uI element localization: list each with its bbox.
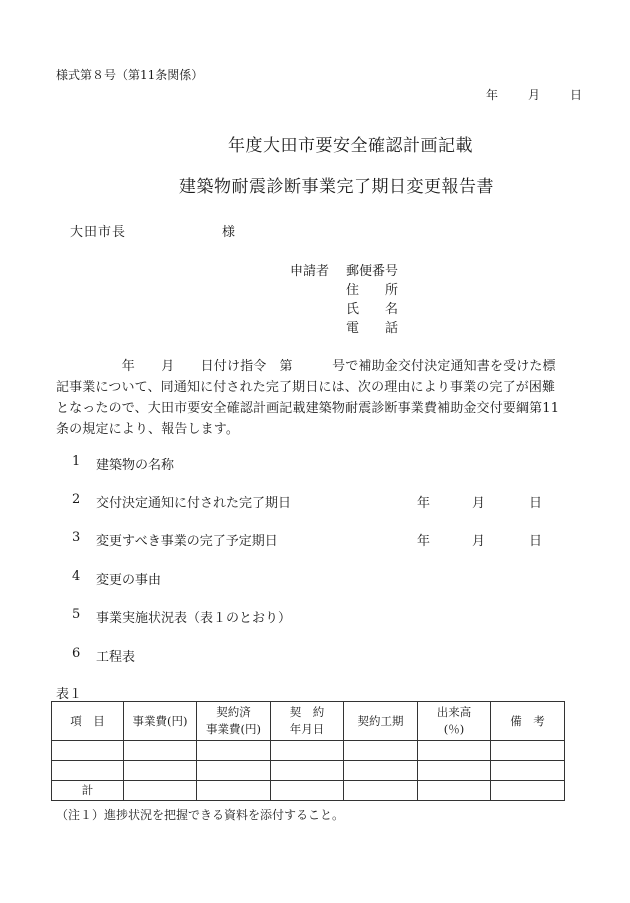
table-cell[interactable] xyxy=(418,761,491,781)
total-label: 計 xyxy=(52,781,124,801)
header-contract-date-line2: 年月日 xyxy=(289,722,325,736)
applicant-postal: 郵便番号 xyxy=(346,264,399,279)
header-contract-work: 契約工期 xyxy=(344,702,418,741)
table-cell[interactable] xyxy=(197,761,271,781)
date-day: 日 xyxy=(570,88,583,102)
applicant-address: 住 所 xyxy=(346,283,399,298)
addressee-name: 大田市長 xyxy=(70,225,127,240)
header-cost: 事業費(円) xyxy=(124,702,197,741)
date-month: 月 xyxy=(528,88,541,102)
item-2-month: 月 xyxy=(472,496,486,511)
table-cell[interactable] xyxy=(344,741,418,761)
body-line: 記事業について、同通知に付された完了期日には、次の理由により事業の完了が困難 xyxy=(56,380,556,395)
table-row xyxy=(52,761,565,781)
header-progress-line1: 出来高 xyxy=(436,705,472,719)
table-cell[interactable] xyxy=(271,761,344,781)
table-cell[interactable] xyxy=(491,741,565,761)
item-5-number: 5 xyxy=(72,607,81,622)
progress-table xyxy=(51,701,565,801)
item-3-year: 年 xyxy=(417,534,431,549)
table-cell[interactable] xyxy=(197,741,271,761)
header-contract-date-line1: 契 約 xyxy=(289,705,325,719)
item-4-number: 4 xyxy=(72,569,81,584)
header-contracted-cost-line1: 契約済 xyxy=(216,705,251,719)
title-line1: 年度大田市要安全確認計画記載 xyxy=(228,136,473,156)
table-cell[interactable] xyxy=(52,741,124,761)
body-line: 条の規定により、報告します。 xyxy=(56,422,240,437)
header-progress-line2: (％) xyxy=(443,722,465,736)
table-caption: 表１ xyxy=(56,687,83,702)
item-2-year: 年 xyxy=(417,496,431,511)
table-cell[interactable] xyxy=(124,741,197,761)
table-cell[interactable] xyxy=(271,741,344,761)
table-row xyxy=(52,741,565,761)
applicant-phone: 電 話 xyxy=(346,321,399,336)
table-total-row xyxy=(52,781,565,801)
table-cell[interactable] xyxy=(418,741,491,761)
table-cell[interactable] xyxy=(124,761,197,781)
addressee-honorific: 様 xyxy=(222,225,236,240)
table-header-row xyxy=(52,702,565,741)
header-progress xyxy=(418,702,491,741)
body-paragraph xyxy=(56,356,596,440)
header-remarks: 備 考 xyxy=(491,702,565,741)
applicant-name: 氏 名 xyxy=(346,302,399,317)
table-cell[interactable] xyxy=(418,781,491,801)
item-3-number: 3 xyxy=(72,530,81,545)
item-2-label: 交付決定通知に付された完了期日 xyxy=(96,496,292,511)
body-line: 年 月 日付け指令 第 号で補助金交付決定通知書を受けた標 xyxy=(56,359,556,374)
body-line: となったので、大田市要安全確認計画記載建築物耐震診断事業費補助金交付要綱第11 xyxy=(56,401,560,416)
header-contract-date xyxy=(271,702,344,741)
date-year: 年 xyxy=(486,88,499,102)
footnote: （注１）進捗状況を把握できる資料を添付すること。 xyxy=(56,808,345,822)
table-cell[interactable] xyxy=(271,781,344,801)
header-item: 項 目 xyxy=(52,702,124,741)
item-3-day: 日 xyxy=(529,534,543,549)
table-cell[interactable] xyxy=(52,761,124,781)
item-5-label: 事業実施状況表（表１のとおり） xyxy=(96,611,292,626)
item-3-label: 変更すべき事業の完了予定期日 xyxy=(96,534,278,549)
item-2-day: 日 xyxy=(529,496,543,511)
item-3-month: 月 xyxy=(472,534,486,549)
table-cell[interactable] xyxy=(344,761,418,781)
table-cell[interactable] xyxy=(344,781,418,801)
header-contracted-cost-line2: 事業費(円) xyxy=(206,722,261,736)
date-line xyxy=(486,86,582,103)
form-number: 様式第８号（第11条関係） xyxy=(56,68,204,82)
item-1-label: 建築物の名称 xyxy=(96,458,175,473)
item-4-label: 変更の事由 xyxy=(96,573,162,588)
item-6-label: 工程表 xyxy=(96,650,136,665)
table-cell[interactable] xyxy=(197,781,271,801)
table-cell[interactable] xyxy=(124,781,197,801)
header-contracted-cost xyxy=(197,702,271,741)
table-cell[interactable] xyxy=(491,761,565,781)
title-line2: 建築物耐震診断事業完了期日変更報告書 xyxy=(179,177,494,197)
applicant-label: 申請者 xyxy=(290,264,330,279)
table-cell[interactable] xyxy=(491,781,565,801)
item-6-number: 6 xyxy=(72,646,81,661)
item-1-number: 1 xyxy=(72,454,81,469)
item-2-number: 2 xyxy=(72,492,81,507)
